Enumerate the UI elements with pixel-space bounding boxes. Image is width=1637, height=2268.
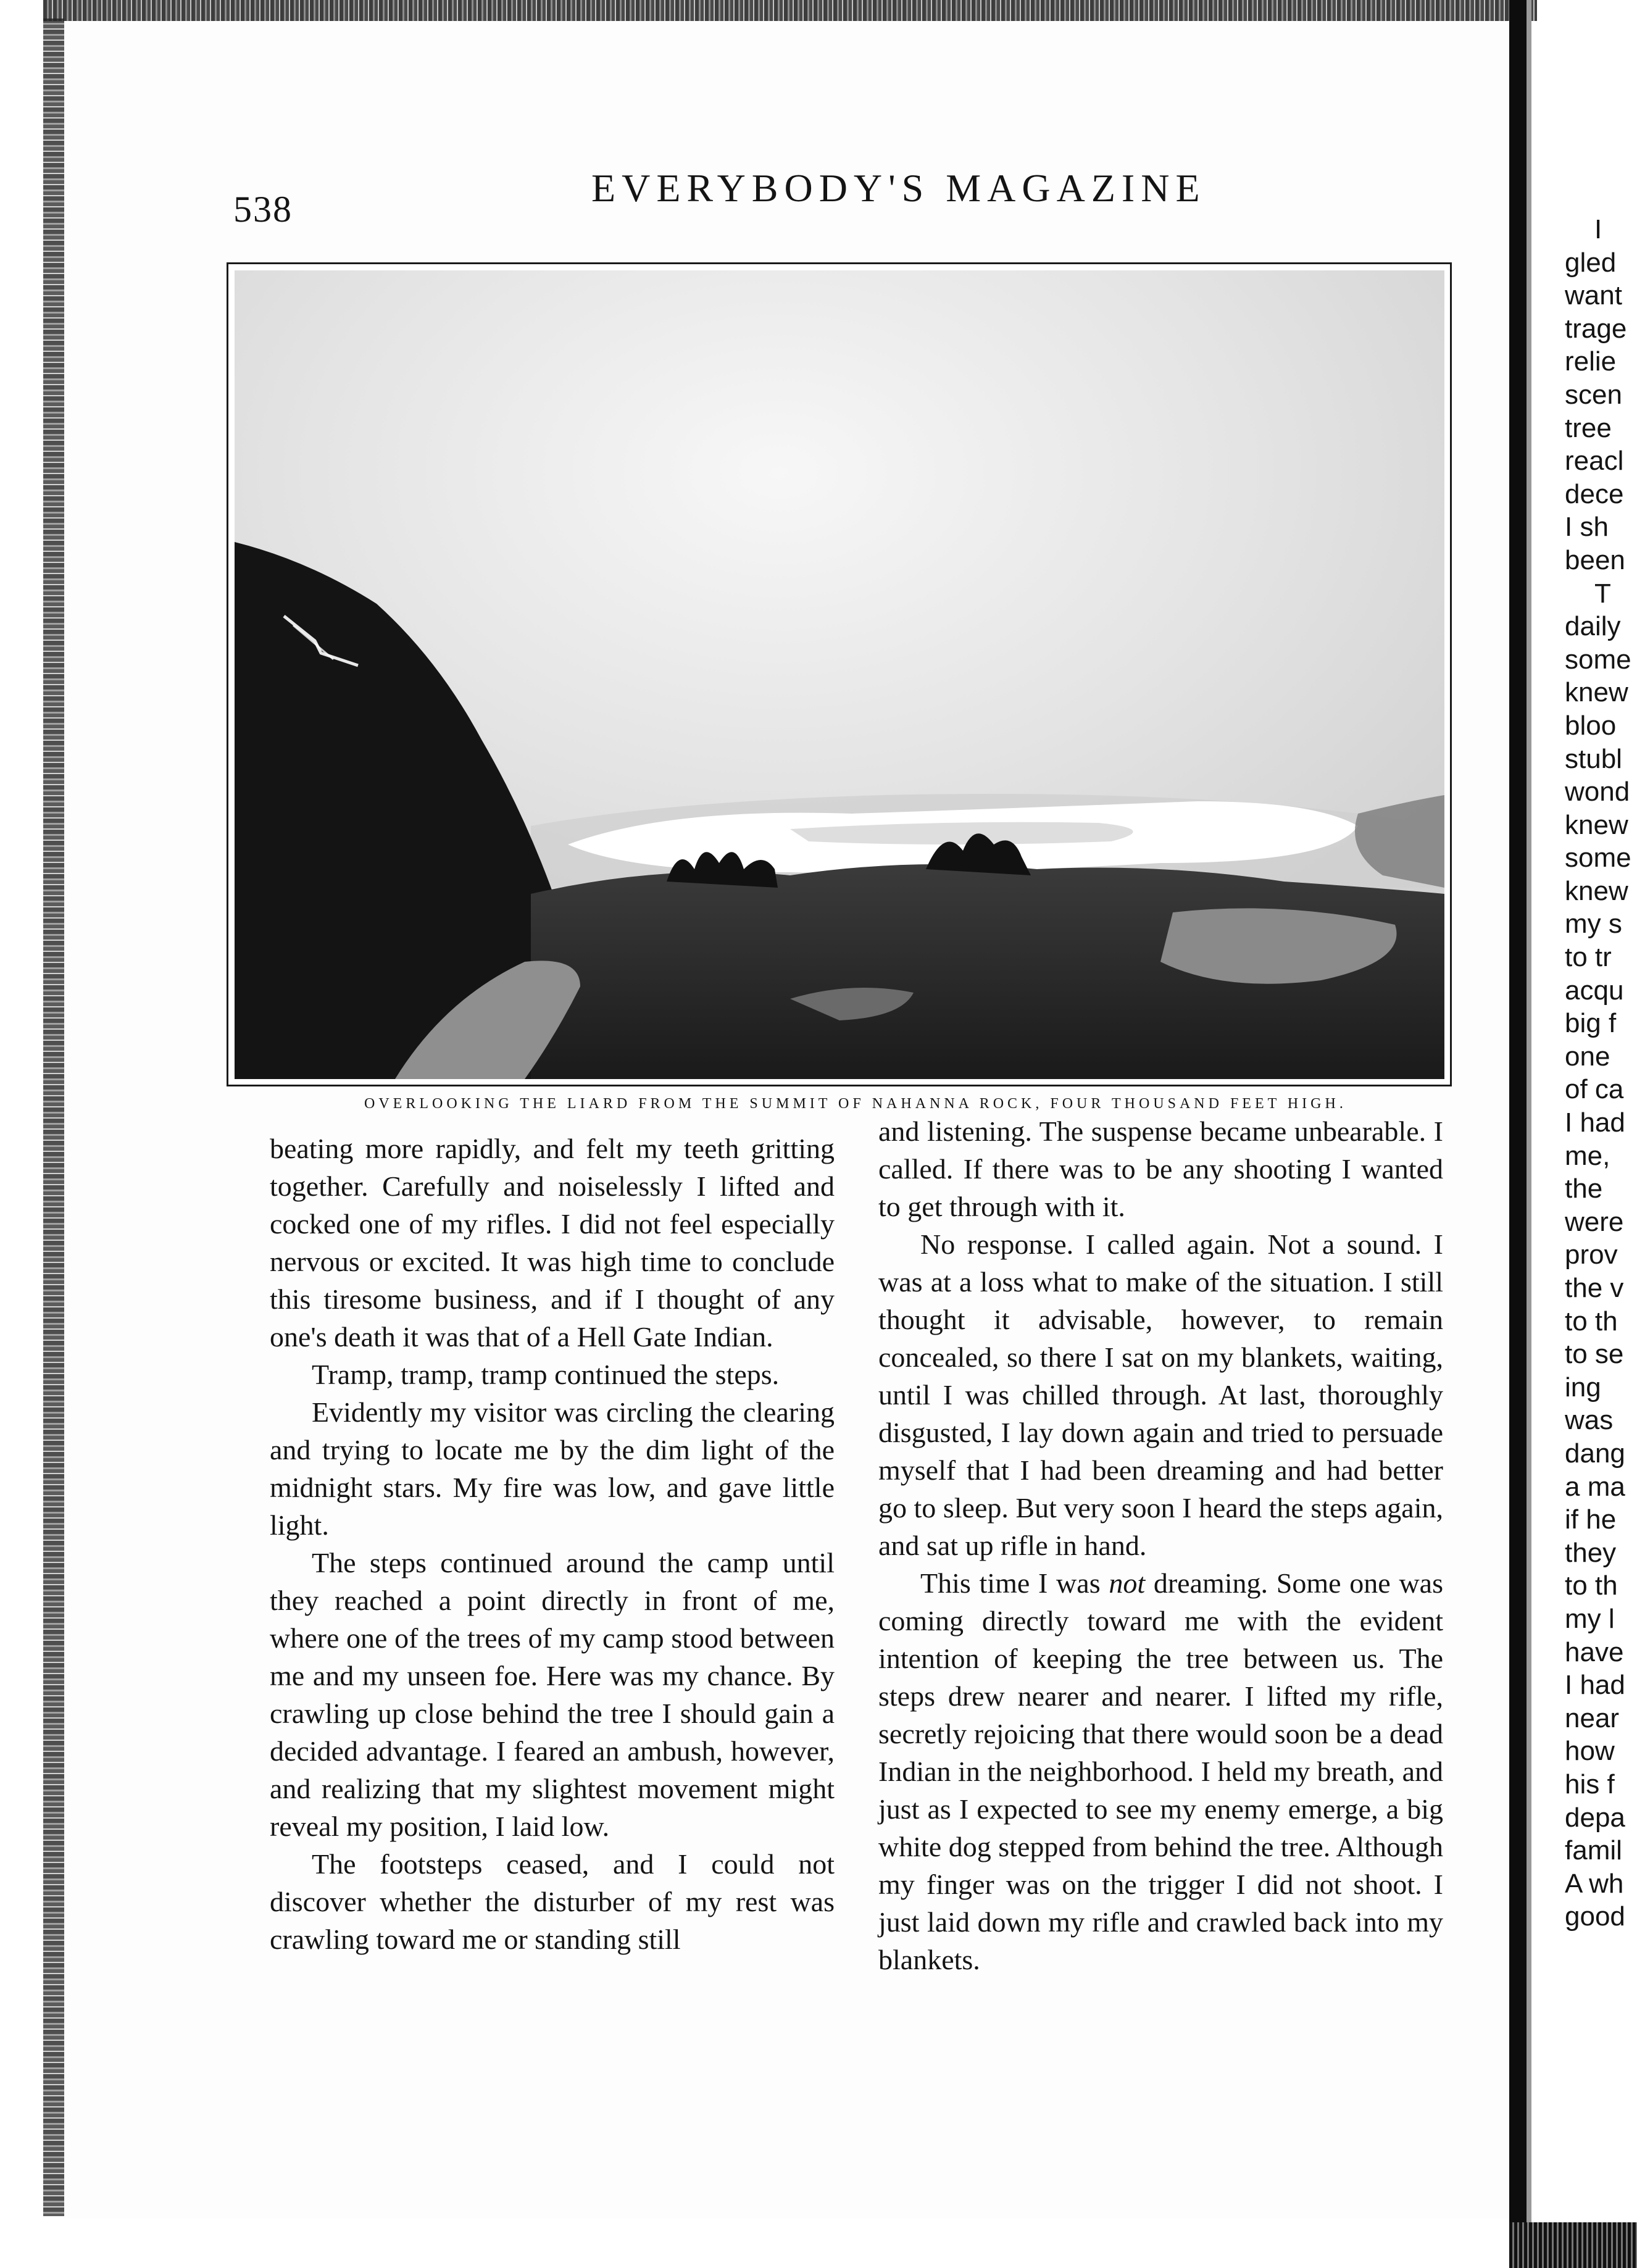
- facing-page-line: trage: [1565, 313, 1627, 344]
- paragraph: The steps continued around the camp until they reached a point directly in front of me, where one of the trees of my camp stood between me and my unseen foe. Here was my chance. By crawling up close behind the tree I should gain a decided advantage. I feared an ambush, however, and realizing that my slightest movement might reveal my position, I laid low.: [270, 1547, 835, 1842]
- facing-page-line: depa: [1565, 1802, 1625, 1833]
- scan-border-left: [43, 19, 64, 2216]
- facing-page-line: the v: [1565, 1273, 1624, 1303]
- right-text-column: [878, 1112, 1443, 1978]
- facing-page-line: scen: [1565, 379, 1622, 410]
- facing-page-line: knew: [1565, 809, 1628, 840]
- facing-page-line: some: [1565, 644, 1631, 675]
- facing-page-line: if he: [1565, 1504, 1617, 1535]
- facing-page-line: to th: [1565, 1570, 1618, 1601]
- paragraph: and listening. The suspense became unbearable. I called. If there was to be any shooting I wanted to get through with it.: [878, 1115, 1443, 1222]
- photo-frame: [227, 262, 1452, 1086]
- facing-page-line: A wh: [1565, 1868, 1624, 1899]
- running-head: EVERYBODY'S MAGAZINE: [591, 166, 1206, 210]
- facing-page-line: a ma: [1565, 1471, 1625, 1502]
- facing-page-fragment: [1565, 213, 1637, 1941]
- facing-page-line: wond: [1565, 777, 1630, 807]
- facing-page-line: the: [1565, 1174, 1603, 1204]
- facing-page-line: some: [1565, 843, 1631, 873]
- facing-page-line: one: [1565, 1041, 1610, 1072]
- landscape-photo: [235, 270, 1444, 1079]
- facing-page-line: tree: [1565, 412, 1612, 443]
- facing-page-line: were: [1565, 1206, 1624, 1237]
- facing-page-line: acqu: [1565, 975, 1624, 1006]
- facing-page-line: I: [1594, 214, 1602, 244]
- facing-page-line: to tr: [1565, 942, 1612, 973]
- facing-page-line: ing: [1565, 1372, 1601, 1403]
- facing-page-line: knew: [1565, 677, 1628, 708]
- facing-page-line: was: [1565, 1405, 1614, 1436]
- facing-page-line: prov: [1565, 1240, 1618, 1270]
- landscape-illustration: [235, 270, 1444, 1079]
- facing-page-line: famil: [1565, 1835, 1622, 1866]
- book-gutter: [1509, 0, 1527, 2268]
- facing-page-line: to se: [1565, 1339, 1624, 1370]
- facing-page-line: they: [1565, 1537, 1617, 1568]
- paragraph: [878, 1564, 1443, 1978]
- page-edge: [1527, 0, 1531, 2268]
- facing-page-line: relie: [1565, 346, 1617, 377]
- paragraph: Evidently my visitor was circling the clearing and trying to locate me by the dim light of the midnight stars. My fire was low, and gave little light.: [270, 1396, 835, 1541]
- page-number: 538: [233, 189, 293, 230]
- facing-page-line: knew: [1565, 875, 1628, 906]
- facing-page-line: I sh: [1565, 512, 1609, 543]
- facing-page-line: to th: [1565, 1306, 1618, 1336]
- facing-page-line: how: [1565, 1736, 1615, 1767]
- facing-page-line: been: [1565, 544, 1625, 575]
- figure-caption: OVERLOOKING THE LIARD FROM THE SUMMIT OF NAHANNA ROCK, FOUR THOUSAND FEET HIGH.: [364, 1096, 1347, 1112]
- scan-border-bottom: [1509, 2222, 1637, 2268]
- text-run: This time I was: [920, 1567, 1109, 1599]
- facing-page-line: dece: [1565, 478, 1624, 509]
- facing-page-line: dang: [1565, 1438, 1625, 1469]
- facing-page-line: bloo: [1565, 710, 1617, 741]
- paragraph: Tramp, tramp, tramp continued the steps.: [312, 1359, 780, 1390]
- facing-page-line: me,: [1565, 1140, 1610, 1171]
- paragraph: beating more rapidly, and felt my teeth gritting together. Carefully and noiselessly I lifted and cocked one of my rifles. I did not feel especially nervous or excited. It was high time to conclude this tiresome business, and if I thought of any one's death it was that of a Hell Gate Indian.: [270, 1133, 835, 1353]
- facing-page-line: I had: [1565, 1107, 1625, 1138]
- paragraph: No response. I called again. Not a sound. I was at a loss what to make of the situation. I still thought it advisable, however, to remain concealed, so there I sat on my blankets, waiting, until I was chilled through. At last, thoroughly disgusted, I lay down again and tried to persuade myself that I had been dreaming and had better go to sleep. But very soon I heard the steps again, and sat up rifle in hand.: [878, 1228, 1443, 1561]
- emphasis: not: [1109, 1567, 1146, 1599]
- facing-page-line: gled: [1565, 247, 1617, 278]
- facing-page-line: big f: [1565, 1008, 1617, 1039]
- facing-page-line: have: [1565, 1636, 1624, 1667]
- facing-page-line: daily: [1565, 611, 1621, 642]
- facing-page-line: I had: [1565, 1670, 1625, 1701]
- scan-border-top: [43, 0, 1537, 21]
- facing-page-line: my s: [1565, 909, 1622, 940]
- left-text-column: [270, 1130, 835, 1958]
- facing-page-line: stubl: [1565, 743, 1622, 774]
- facing-page-line: good: [1565, 1901, 1625, 1932]
- paragraph: The footsteps ceased, and I could not discover whether the disturber of my rest was crawling toward me or standing still: [270, 1848, 835, 1955]
- facing-page-line: his f: [1565, 1769, 1615, 1799]
- facing-page-line: of ca: [1565, 1074, 1624, 1105]
- text-run: dreaming. Some one was coming directly toward me with the evident intention of keeping the tree between us. The steps drew nearer and nearer. I lifted my rifle, secretly rejoicing that there would soon be a dead Indian in the neighborhood. I held my breath, and just as I expected to see my enemy emerge, a big white dog stepped from behind the tree. Although my finger was on the trigger I did not shoot. I just laid down my rifle and crawled back into my blankets.: [878, 1567, 1443, 1975]
- facing-page-line: reacl: [1565, 446, 1624, 477]
- facing-page-line: T: [1594, 578, 1611, 609]
- facing-page-line: want: [1565, 280, 1622, 311]
- facing-page-line: near: [1565, 1703, 1620, 1733]
- facing-page-line: my l: [1565, 1603, 1615, 1634]
